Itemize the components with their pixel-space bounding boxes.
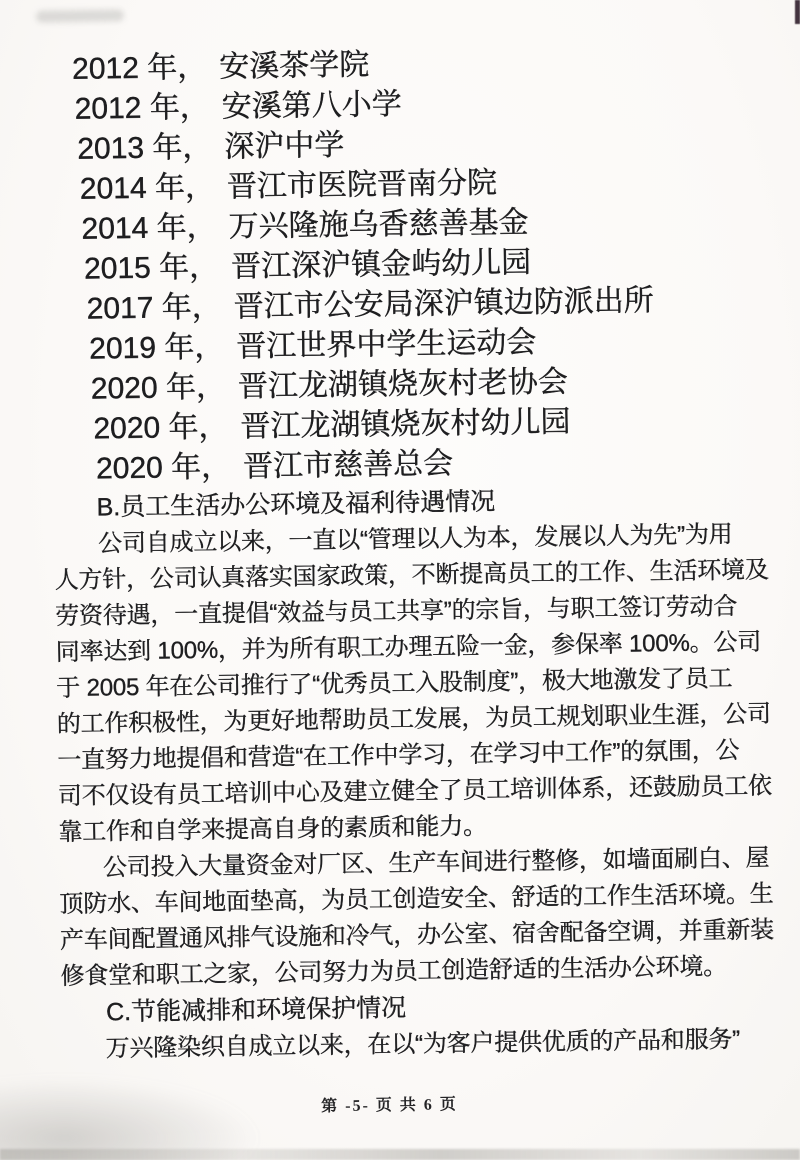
donation-year: 2014 年， [81, 210, 217, 246]
donation-recipient: 安溪茶学院 [218, 48, 370, 84]
donation-year: 2013 年， [77, 130, 213, 166]
paragraph-line: 顶防水、车间地面垫高，为员工创造安全、舒适的工作生活环境。生 [59, 880, 774, 919]
paragraph-line: 一直努力地提倡和营造“在工作中学习，在学习中工作”的氛围，公 [57, 737, 740, 775]
donation-year: 2019 年， [89, 330, 225, 366]
paragraph-line: 公司自成立以来，一直以“管理以人为本，发展以人为先”为用 [97, 521, 733, 558]
donation-recipient: 晋江市公安局深沪镇边防派出所 [233, 284, 654, 324]
donation-year: 2015 年， [83, 250, 220, 286]
paragraph-line: 产车间配置通风排气设施和冷气，办公室、宿舍配备空调，并重新装 [59, 916, 775, 955]
donation-recipient: 晋江市医院晋南分院 [226, 166, 498, 204]
paragraph-line: 公司投入大量资金对厂区、生产车间进行整修，如墙面刷白、屋 [102, 844, 770, 882]
paragraph-line: 修食堂和职工之家，公司努力为员工创造舒适的生活办公环境。 [60, 953, 728, 991]
paragraph-line: 劳资待遇，一直提倡“效益与员工共享”的宗旨，与职工签订劳动合 [55, 593, 738, 631]
paragraph-line: 的工作积极性，为更好地帮助员工发展，为员工规划职业生涯，公司 [56, 700, 771, 739]
donation-year-list [0, 0, 800, 491]
paragraph-line: 万兴隆染织自成立以来，在以“为客户提供优质的产品和服务” [105, 1026, 741, 1063]
donation-year: 2017 年， [86, 290, 223, 326]
donation-year: 2012 年， [71, 50, 208, 86]
donation-year: 2014 年， [79, 170, 216, 206]
scan-bottom-edge [0, 1149, 800, 1160]
paragraph-line: 靠工作和自学来提高自身的素质和能力。 [58, 812, 488, 847]
donation-recipient: 晋江龙湖镇烧灰村老协会 [237, 365, 569, 404]
scan-bottom-shadow [0, 1078, 260, 1160]
donation-year: 2020 年， [95, 450, 232, 486]
donation-year: 2020 年， [90, 370, 227, 406]
donation-recipient: 晋江深沪镇金屿幼儿园 [230, 246, 532, 284]
donation-recipient: 深沪中学 [224, 128, 345, 164]
donation-recipient: 安溪第八小学 [221, 87, 403, 124]
section-b-heading: B.员工生活办公环境及福利待遇情况 [96, 487, 496, 522]
page-number-footer: 第 -5- 页 共 6 页 [321, 1096, 458, 1116]
section-b-paragraph-1 [54, 516, 800, 851]
paragraph-line: 司不仅设有员工培训中心及建立健全了员工培训体系，还鼓励员工依 [57, 772, 773, 811]
donation-recipient: 晋江市慈善总会 [242, 447, 454, 484]
donation-year: 2012 年， [74, 90, 211, 126]
donation-recipient: 晋江世界中学生运动会 [236, 325, 537, 364]
donation-recipient: 晋江龙湖镇烧灰村幼儿园 [240, 405, 571, 444]
section-b-paragraph-2 [59, 840, 800, 995]
paragraph-line: 于 2005 年在公司推行了“优秀员工入股制度”，极大地激发了员工 [56, 665, 733, 703]
paragraph-line: 人方针，公司认真落实国家政策，不断提高员工的工作、生活环境及 [54, 556, 769, 595]
section-c-heading: C.节能减排和环境保护情况 [105, 993, 407, 1027]
donation-year: 2020 年， [93, 410, 229, 446]
donation-recipient: 万兴隆施乌香慈善基金 [228, 206, 529, 244]
paragraph-line: 同率达到 100%，并为所有职工办理五险一金，参保率 100%。公司 [55, 628, 762, 667]
